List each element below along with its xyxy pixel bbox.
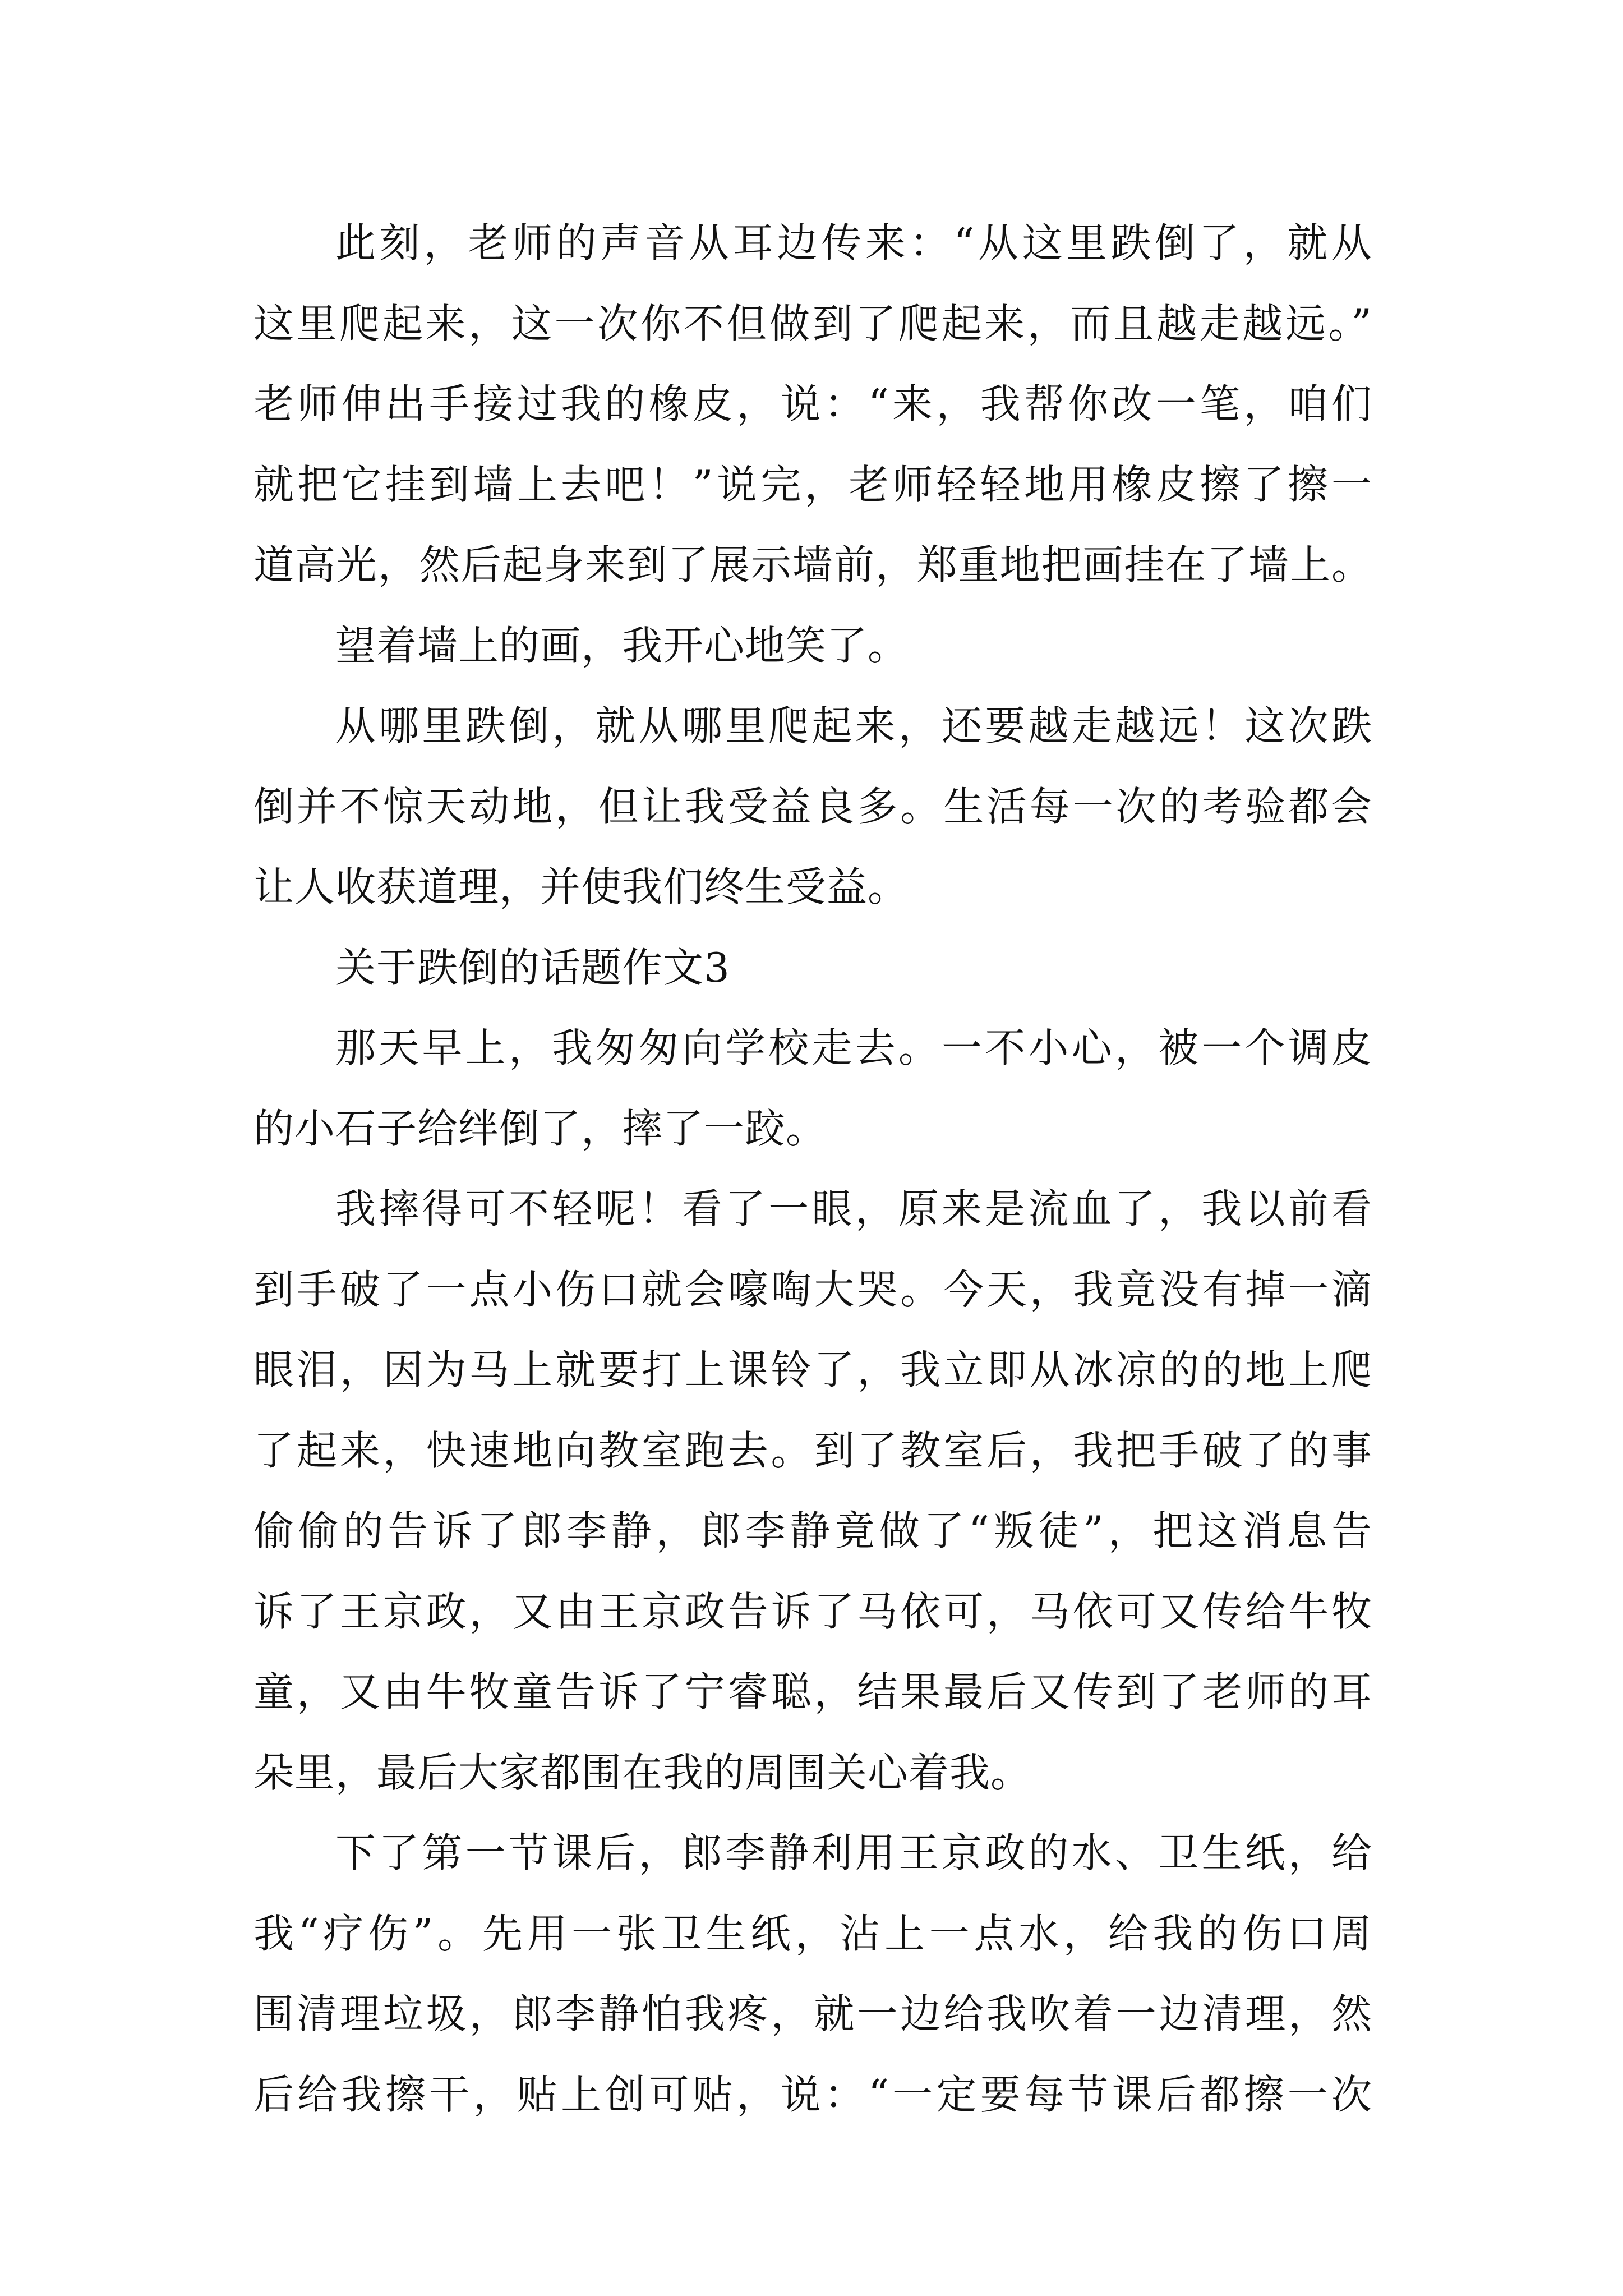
paragraph-line: 眼泪，因为马上就要打上课铃了，我立即从冰凉的的地上爬 — [253, 1346, 1372, 1393]
section-heading: 关于跌倒的话题作文3 — [335, 944, 730, 991]
paragraph-line: 望着墙上的画，我开心地笑了。 — [335, 622, 909, 669]
body-text — [253, 203, 1372, 2135]
paragraph-line: 朵里，最后大家都围在我的周围关心着我。 — [253, 1749, 1032, 1796]
paragraph-line: 那天早上，我匆匆向学校走去。一不小心，被一个调皮 — [335, 1024, 1372, 1071]
paragraph-line: 我摔得可不轻呢！看了一眼，原来是流血了，我以前看 — [335, 1185, 1372, 1232]
paragraph-line: 老师伸出手接过我的橡皮，说：“来，我帮你改一笔，咱们 — [253, 380, 1372, 427]
paragraph-line: 下了第一节课后，郎李静利用王京政的水、卫生纸，给 — [335, 1829, 1372, 1876]
paragraph-line: 童，又由牛牧童告诉了宁睿聪，结果最后又传到了老师的耳 — [253, 1668, 1372, 1715]
paragraph-line: 道高光，然后起身来到了展示墙前，郑重地把画挂在了墙上。 — [253, 541, 1372, 588]
paragraph-line: 围清理垃圾，郎李静怕我疼，就一边给我吹着一边清理，然 — [253, 1990, 1372, 2037]
paragraph-line: 的小石子给绊倒了，摔了一跤。 — [253, 1105, 827, 1152]
paragraph-line: 偷偷的告诉了郎李静，郎李静竟做了“叛徒”，把这消息告 — [253, 1507, 1372, 1554]
paragraph-line: 此刻，老师的声音从耳边传来：“从这里跌倒了，就从 — [335, 219, 1372, 266]
paragraph-line: 就把它挂到墙上去吧！”说完，老师轻轻地用橡皮擦了擦一 — [253, 461, 1372, 508]
paragraph-line: 后给我擦干，贴上创可贴，说：“一定要每节课后都擦一次 — [253, 2070, 1372, 2118]
paragraph-line: 让人收获道理，并使我们终生受益。 — [253, 863, 909, 910]
paragraph-line: 从哪里跌倒，就从哪里爬起来，还要越走越远！这次跌 — [335, 702, 1372, 749]
paragraph-line: 倒并不惊天动地，但让我受益良多。生活每一次的考验都会 — [253, 783, 1372, 830]
paragraph-line: 了起来，快速地向教室跑去。到了教室后，我把手破了的事 — [253, 1427, 1372, 1474]
paragraph-line: 到手破了一点小伤口就会嚎啕大哭。今天，我竟没有掉一滴 — [253, 1266, 1372, 1313]
paragraph-line: 我“疗伤”。先用一张卫生纸，沾上一点水，给我的伤口周 — [253, 1910, 1372, 1957]
paragraph-line: 这里爬起来，这一次你不但做到了爬起来，而且越走越远。” — [253, 300, 1372, 347]
paragraph-line: 诉了王京政，又由王京政告诉了马依可，马依可又传给牛牧 — [253, 1588, 1372, 1635]
